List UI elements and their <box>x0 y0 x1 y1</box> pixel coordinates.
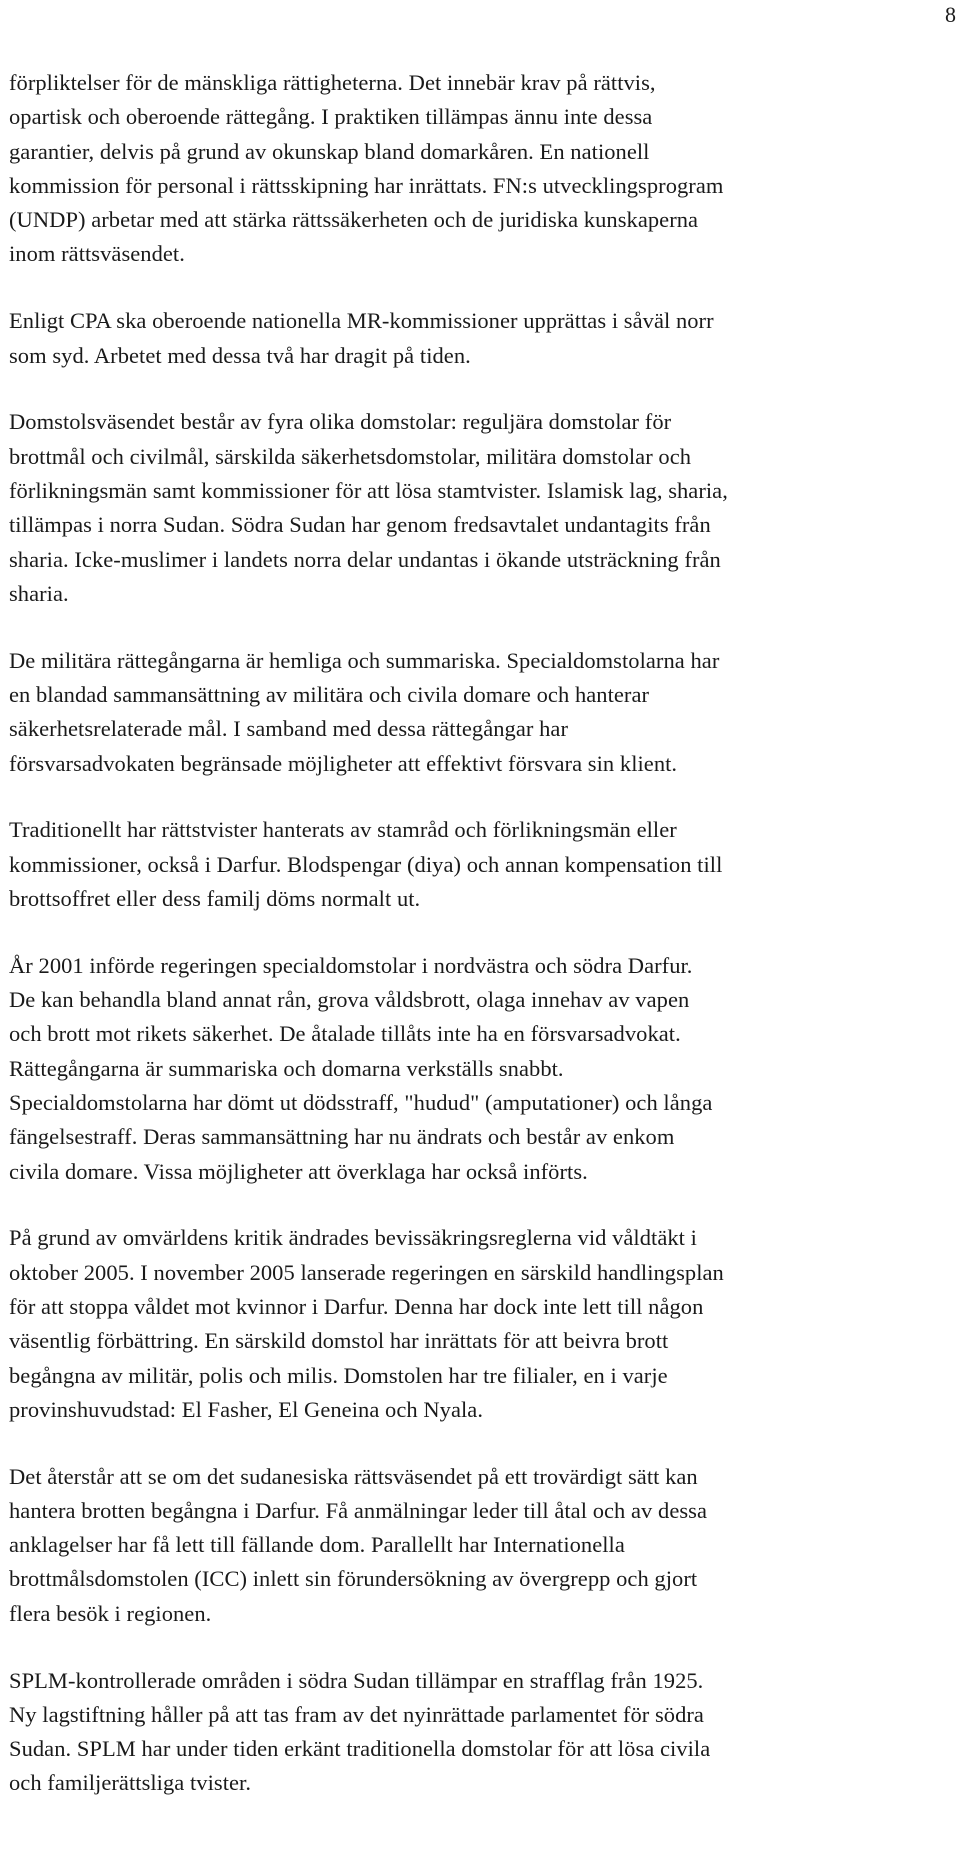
paragraph <box>9 405 949 611</box>
text-line: Det återstår att se om det sudanesiska rättsväsendet på ett trovärdigt sätt kan <box>9 1463 698 1489</box>
text-line: garantier, delvis på grund av okunskap bland domarkåren. En nationell <box>9 138 650 164</box>
text-line: opartisk och oberoende rättegång. I praktiken tillämpas ännu inte dessa <box>9 104 653 130</box>
text-line: begångna av militär, polis och milis. Domstolen har tre filialer, en i varje <box>9 1362 668 1388</box>
text-line: De kan behandla bland annat rån, grova våldsbrott, olaga innehav av vapen <box>9 987 690 1013</box>
text-line: flera besök i regionen. <box>9 1600 212 1626</box>
text-line: provinshuvudstad: El Fasher, El Geneina och Nyala. <box>9 1396 483 1422</box>
text-line: anklagelser har få lett till fällande dom. Parallellt har Internationella <box>9 1532 625 1558</box>
paragraph <box>9 66 949 272</box>
text-line: och familjerättsliga tvister. <box>9 1770 252 1796</box>
text-line: SPLM-kontrollerade områden i södra Sudan tillämpar en strafflag från 1925. <box>9 1667 704 1693</box>
text-line: förpliktelser för de mänskliga rättigheterna. Det innebär krav på rättvis, <box>9 70 656 95</box>
text-line: civila domare. Vissa möjligheter att överklaga har också införts. <box>9 1158 588 1184</box>
text-line: År 2001 införde regeringen specialdomstolar i nordvästra och södra Darfur. <box>9 952 693 978</box>
text-line: De militära rättegångarna är hemliga och summariska. Specialdomstolarna har <box>9 647 720 673</box>
text-line: en blandad sammansättning av militära och civila domare och hanterar <box>9 681 650 707</box>
text-line: brottsoffret eller dess familj döms normalt ut. <box>9 885 421 911</box>
paragraph <box>9 1460 949 1631</box>
text-line: (UNDP) arbetar med att stärka rättssäkerheten och de juridiska kunskaperna <box>9 207 699 233</box>
paragraph <box>9 1664 949 1801</box>
paragraph <box>9 644 949 781</box>
text-line: Rättegångarna är summariska och domarna verkställs snabbt. <box>9 1055 564 1081</box>
text-line: och brott mot rikets säkerhet. De åtalade tillåts inte ha en försvarsadvokat. <box>9 1021 681 1047</box>
text-line: oktober 2005. I november 2005 lanserade regeringen en särskild handlingsplan <box>9 1259 724 1285</box>
document-body <box>9 66 949 1801</box>
text-line: brottmålsdomstolen (ICC) inlett sin förundersökning av övergrepp och gjort <box>9 1566 698 1592</box>
text-line: Specialdomstolarna har dömt ut dödsstraff, "hudud" (amputationer) och långa <box>9 1089 713 1115</box>
text-line: tillämpas i norra Sudan. Södra Sudan har genom fredsavtalet undantagits från <box>9 512 711 538</box>
text-line: fängelsestraff. Deras sammansättning har nu ändrats och består av enkom <box>9 1124 675 1150</box>
text-line: för att stoppa våldet mot kvinnor i Darfur. Denna har dock inte lett till någon <box>9 1293 704 1319</box>
text-line: Traditionellt har rättstvister hanterats av stamråd och förlikningsmän eller <box>9 817 677 843</box>
text-line: Enligt CPA ska oberoende nationella MR-kommissioner upprättas i såväl norr <box>9 308 714 334</box>
text-line: hantera brotten begångna i Darfur. Få anmälningar leder till åtal och av dessa <box>9 1497 708 1523</box>
paragraph <box>9 813 949 916</box>
page-number: 8 <box>945 2 956 27</box>
text-line: kommission för personal i rättsskipning har inrättats. FN:s utvecklingsprogram <box>9 172 724 198</box>
paragraph <box>9 304 949 373</box>
text-line: brottmål och civilmål, särskilda säkerhetsdomstolar, militära domstolar och <box>9 443 692 469</box>
text-line: inom rättsväsendet. <box>9 241 185 267</box>
text-line: som syd. Arbetet med dessa två har dragit på tiden. <box>9 342 471 368</box>
text-line: förlikningsmän samt kommissioner för att lösa stamtvister. Islamisk lag, sharia, <box>9 477 728 503</box>
text-line: säkerhetsrelaterade mål. I samband med dessa rättegångar har <box>9 716 568 742</box>
paragraph <box>9 1221 949 1427</box>
text-line: försvarsadvokaten begränsade möjligheter att effektivt försvara sin klient. <box>9 750 678 776</box>
text-line: Ny lagstiftning håller på att tas fram av det nyinrättade parlamentet för södra <box>9 1701 704 1727</box>
text-line: Sudan. SPLM har under tiden erkänt traditionella domstolar för att lösa civila <box>9 1736 711 1762</box>
text-line: väsentlig förbättring. En särskild domstol har inrättats för att beivra brott <box>9 1328 669 1354</box>
text-line: På grund av omvärldens kritik ändrades bevissäkringsreglerna vid våldtäkt i <box>9 1225 697 1251</box>
text-line: kommissioner, också i Darfur. Blodspengar (diya) och annan kompensation till <box>9 851 723 877</box>
text-line: Domstolsväsendet består av fyra olika domstolar: reguljära domstolar för <box>9 409 672 435</box>
paragraph <box>9 949 949 1189</box>
text-line: sharia. Icke-muslimer i landets norra delar undantas i ökande utsträckning från <box>9 546 721 572</box>
text-line: sharia. <box>9 580 69 606</box>
